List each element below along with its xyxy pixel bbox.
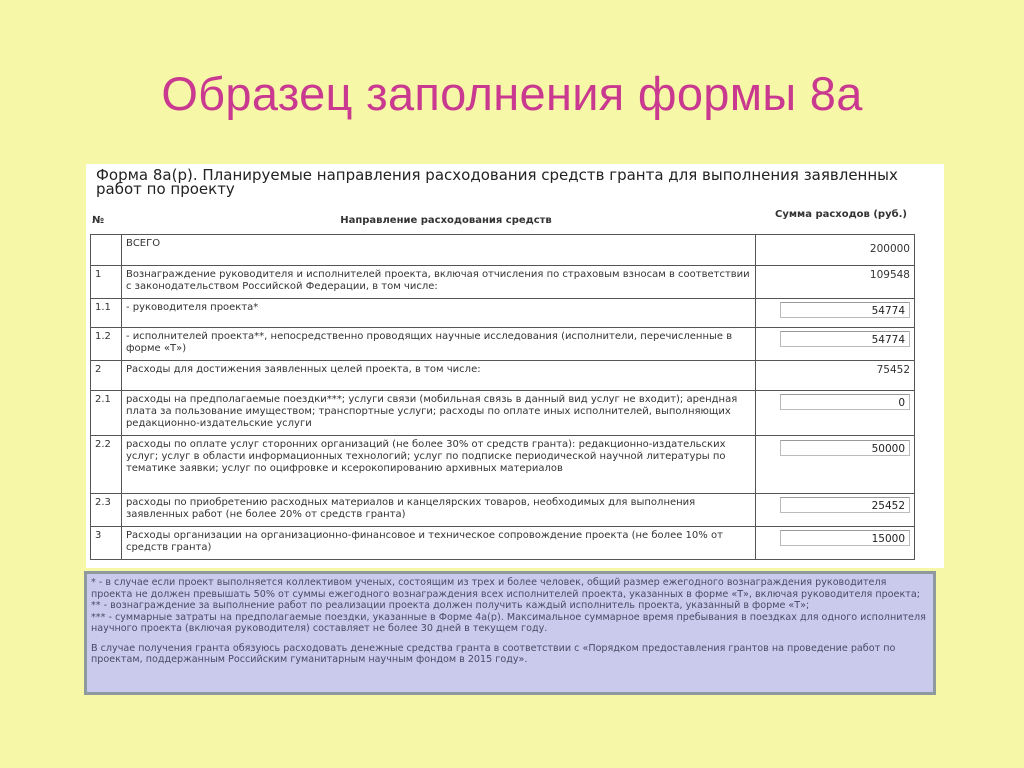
row-number: 2.1 bbox=[91, 391, 122, 436]
table-row-2-2 bbox=[91, 436, 915, 494]
table-row-2-3 bbox=[91, 494, 915, 527]
table-row-total bbox=[91, 235, 915, 266]
footnotes-box bbox=[84, 571, 936, 695]
table-row-1 bbox=[91, 266, 915, 299]
amount-input[interactable]: 25452 bbox=[780, 497, 910, 513]
row-number: 1.1 bbox=[91, 299, 122, 328]
amount-input[interactable]: 50000 bbox=[780, 440, 910, 456]
row-direction: расходы на предполагаемые поездки***; услуги связи (мобильная связь в данный вид услуг не входит); арендная плата за пользование имуществом; транспортные услуги; расходы по оплате иных исполнителей, выполняющих редакционно-издательские услуги bbox=[121, 391, 755, 436]
table-row-1-1 bbox=[91, 299, 915, 328]
footnote-2: ** - вознаграждение за выполнение работ по реализации проекта должен получить каждый исполнитель проекта, указанный в форме «Т»; bbox=[91, 600, 810, 611]
table-row-2-1 bbox=[91, 391, 915, 436]
footnote-3: *** - суммарные затраты на предполагаемые поездки, указанные в Форме 4а(р). Максимальное суммарное время пребывания в поездках для одного исполнителя научного проекта (включая руководителя) составляет не более 30 дней в текущем году. bbox=[91, 611, 926, 634]
row-amount-cell bbox=[756, 527, 915, 560]
row-amount-cell bbox=[756, 436, 915, 494]
row-amount: 200000 bbox=[756, 235, 915, 266]
row-number: 3 bbox=[91, 527, 122, 560]
row-direction: - руководителя проекта* bbox=[121, 299, 755, 328]
amount-input[interactable]: 54774 bbox=[780, 331, 910, 347]
row-amount: 109548 bbox=[756, 266, 915, 299]
form-screenshot bbox=[86, 164, 944, 568]
row-amount-cell bbox=[756, 299, 915, 328]
column-header-direction: Направление расходования средств bbox=[340, 215, 552, 226]
row-direction: ВСЕГО bbox=[121, 235, 755, 266]
column-header-number: № bbox=[92, 215, 105, 226]
row-amount-cell bbox=[756, 494, 915, 527]
row-amount-cell bbox=[756, 328, 915, 361]
row-number: 1.2 bbox=[91, 328, 122, 361]
amount-input[interactable]: 54774 bbox=[780, 302, 910, 318]
table-row-1-2 bbox=[91, 328, 915, 361]
table-row-3 bbox=[91, 527, 915, 560]
amount-input[interactable]: 15000 bbox=[780, 530, 910, 546]
row-number: 2.2 bbox=[91, 436, 122, 494]
slide-title: Образец заполнения формы 8а bbox=[161, 67, 863, 120]
row-number: 2.3 bbox=[91, 494, 122, 527]
footnote-1: * - в случае если проект выполняется коллективом ученых, состоящим из трех и более человек, общий размер ежегодного вознаграждения руководителя проекта не должен превышать 50% от суммы ежегодного вознаграждения всех исполнителей проекта, указанных в форме «Т», включая руководителя проекта; bbox=[91, 577, 920, 600]
expense-table bbox=[90, 234, 915, 560]
table-row-2 bbox=[91, 361, 915, 391]
row-number bbox=[91, 235, 122, 266]
column-header-sum: Сумма расходов (руб.) bbox=[775, 209, 907, 220]
row-number: 2 bbox=[91, 361, 122, 391]
row-direction: расходы по приобретению расходных материалов и канцелярских товаров, необходимых для выполнения заявленных работ (не более 20% от средств гранта) bbox=[121, 494, 755, 527]
row-direction: Расходы организации на организационно-финансовое и техническое сопровождение проекта (не более 10% от средств гранта) bbox=[121, 527, 755, 560]
form-header: Форма 8а(р). Планируемые направления расходования средств гранта для выполнения заявленных работ по проекту bbox=[96, 166, 898, 198]
row-direction: Расходы для достижения заявленных целей проекта, в том числе: bbox=[121, 361, 755, 391]
commitment-statement: В случае получения гранта обязуюсь расходовать денежные средства гранта в соответствии с «Порядком предоставления грантов на проведение работ по проектам, поддержанным Российским гуманитарным научным фондом в 2015 году». bbox=[91, 642, 896, 665]
row-number: 1 bbox=[91, 266, 122, 299]
row-amount: 75452 bbox=[756, 361, 915, 391]
amount-input[interactable]: 0 bbox=[780, 394, 910, 410]
row-amount-cell bbox=[756, 391, 915, 436]
row-direction: - исполнителей проекта**, непосредственно проводящих научные исследования (исполнители, перечисленные в форме «Т») bbox=[121, 328, 755, 361]
row-direction: Вознаграждение руководителя и исполнителей проекта, включая отчисления по страховым взносам в соответствии с законодательством Российской Федерации, в том числе: bbox=[121, 266, 755, 299]
row-direction: расходы по оплате услуг сторонних организаций (не более 30% от средств гранта): редакционно-издательских услуг; услуг в области информационных технологий; услуг по подписке периодической научной литературы по тематике заявки; услуг по оцифровке и ксерокопированию архивных материалов bbox=[121, 436, 755, 494]
